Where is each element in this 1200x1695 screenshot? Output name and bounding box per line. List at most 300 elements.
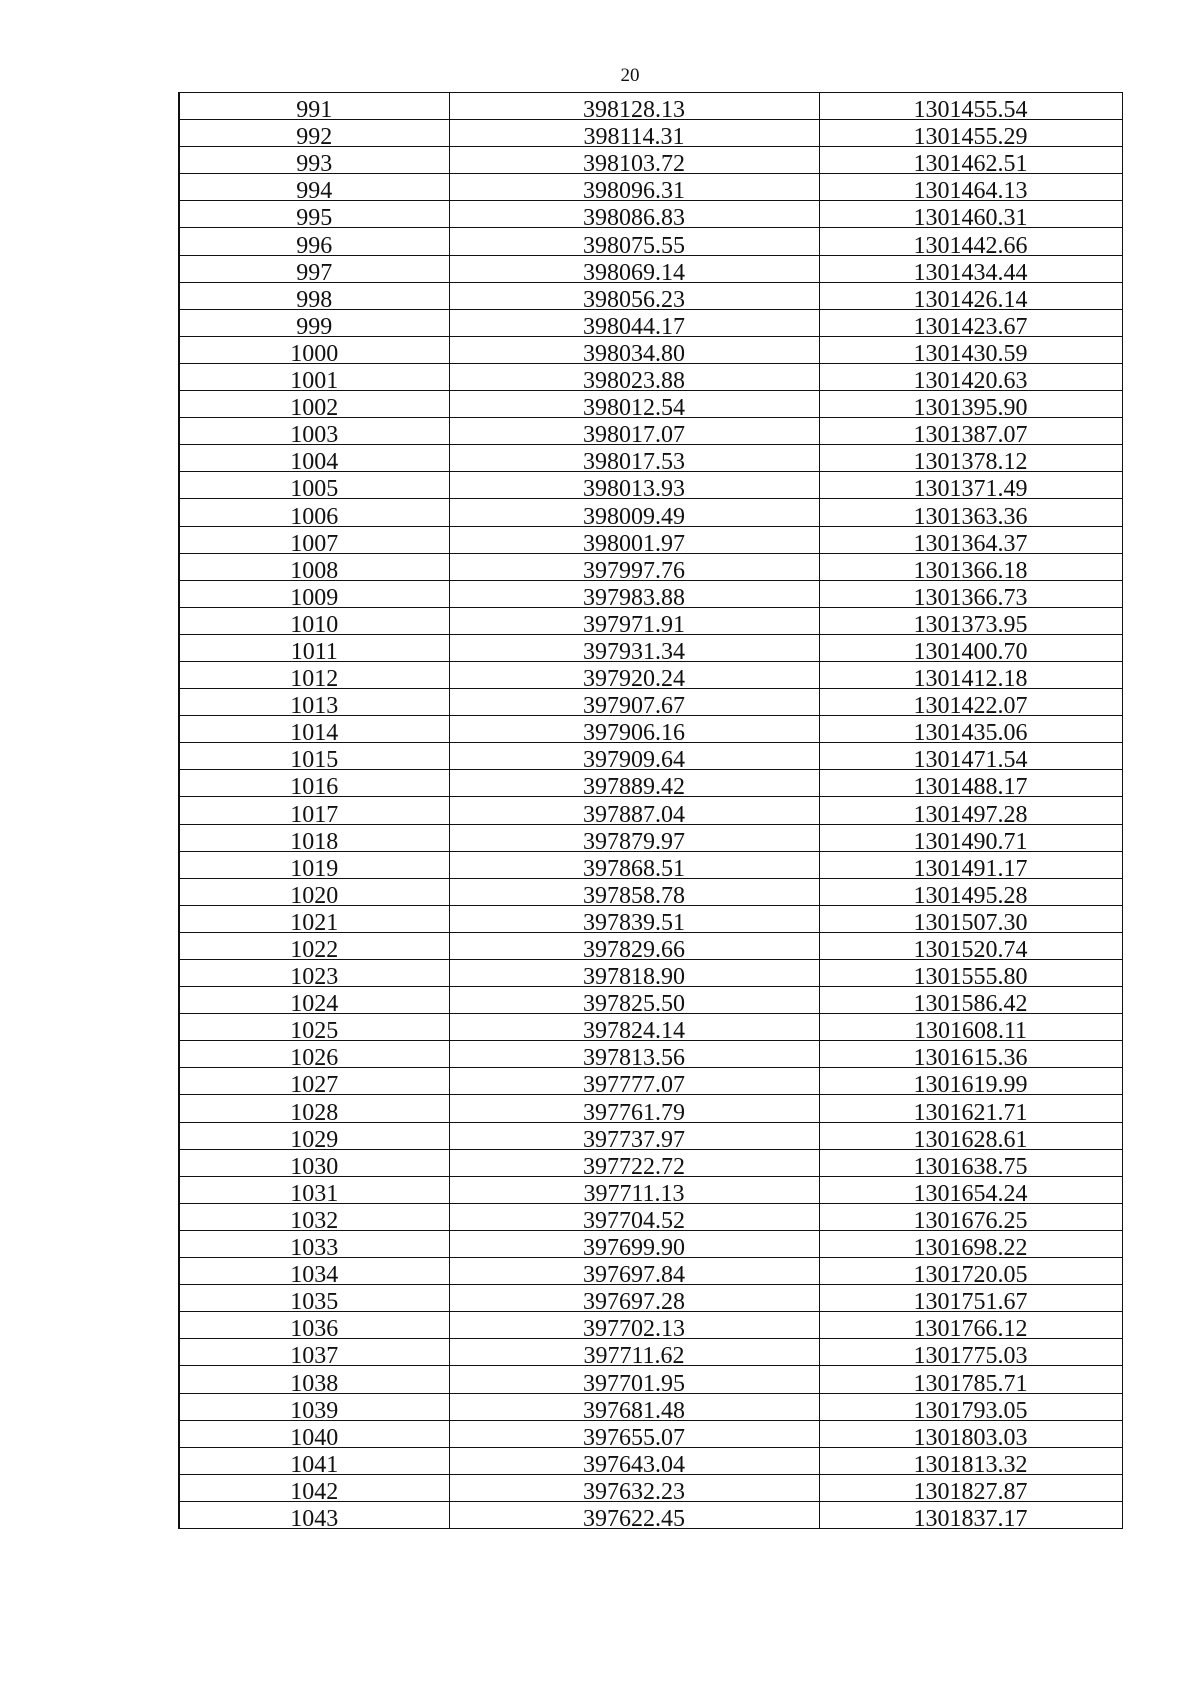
- y-coordinate-cell: [819, 1447, 1122, 1474]
- y-coordinate-cell: [819, 1122, 1122, 1149]
- x-coordinate-cell: [449, 932, 819, 959]
- y-coordinate-text: 1301638.75: [913, 1153, 1028, 1177]
- point-number-text: 1005: [290, 476, 339, 499]
- x-coordinate-cell: [449, 553, 819, 580]
- point-number-text: 1002: [290, 395, 339, 418]
- x-coordinate-cell: [449, 634, 819, 661]
- y-coordinate-cell: [819, 1501, 1122, 1528]
- table-row: [179, 526, 1122, 553]
- point-number-cell: [179, 1258, 449, 1285]
- y-coordinate-cell: [819, 201, 1122, 228]
- y-coordinate-text: 1301412.18: [913, 666, 1028, 689]
- point-number-cell: [179, 607, 449, 634]
- y-coordinate-text: 1301471.54: [913, 747, 1028, 770]
- point-number-text: 1009: [290, 584, 339, 608]
- point-number-cell: [179, 1230, 449, 1257]
- x-coordinate-cell: [449, 418, 819, 445]
- y-coordinate-cell: [819, 255, 1122, 282]
- x-coordinate-cell: [449, 499, 819, 526]
- x-coordinate-text: 397825.50: [583, 991, 685, 1014]
- y-coordinate-text: 1301442.66: [913, 232, 1028, 256]
- y-coordinate-cell: [819, 716, 1122, 743]
- table-row: [179, 580, 1122, 607]
- point-number-text: 1038: [290, 1370, 339, 1393]
- x-coordinate-cell: [449, 1339, 819, 1366]
- point-number-cell: [179, 201, 449, 228]
- point-number-text: 1030: [290, 1153, 339, 1177]
- table-row: [179, 1230, 1122, 1257]
- y-coordinate-cell: [819, 1014, 1122, 1041]
- point-number-text: 1039: [290, 1397, 339, 1421]
- y-coordinate-cell: [819, 499, 1122, 526]
- x-coordinate-cell: [449, 1068, 819, 1095]
- point-number-cell: [179, 1366, 449, 1393]
- point-number-text: 1016: [290, 774, 339, 797]
- table-row: [179, 1068, 1122, 1095]
- x-coordinate-text: 397907.67: [583, 693, 685, 716]
- point-number-cell: [179, 878, 449, 905]
- x-coordinate-text: 397829.66: [583, 937, 685, 960]
- x-coordinate-text: 397761.79: [583, 1099, 685, 1123]
- x-coordinate-text: 397920.24: [583, 666, 685, 689]
- y-coordinate-cell: [819, 228, 1122, 255]
- x-coordinate-cell: [449, 228, 819, 255]
- y-coordinate-cell: [819, 120, 1122, 147]
- y-coordinate-text: 1301497.28: [913, 801, 1028, 825]
- point-number-text: 1018: [290, 828, 339, 852]
- point-number-text: 996: [296, 232, 333, 256]
- point-number-text: 1028: [290, 1099, 339, 1123]
- y-coordinate-cell: [819, 472, 1122, 499]
- x-coordinate-text: 397701.95: [583, 1370, 685, 1393]
- y-coordinate-text: 1301751.67: [913, 1289, 1028, 1312]
- point-number-text: 1008: [290, 557, 339, 581]
- y-coordinate-text: 1301422.07: [913, 693, 1028, 716]
- y-coordinate-cell: [819, 770, 1122, 797]
- x-coordinate-text: 397909.64: [583, 747, 685, 770]
- point-number-text: 1043: [290, 1505, 339, 1529]
- y-coordinate-text: 1301460.31: [913, 205, 1028, 228]
- x-coordinate-text: 397858.78: [583, 882, 685, 906]
- y-coordinate-cell: [819, 1149, 1122, 1176]
- y-coordinate-cell: [819, 336, 1122, 363]
- point-number-cell: [179, 1285, 449, 1312]
- point-number-text: 1022: [290, 937, 339, 960]
- point-number-cell: [179, 174, 449, 201]
- x-coordinate-text: 398103.72: [583, 151, 685, 174]
- x-coordinate-text: 397818.90: [583, 964, 685, 987]
- x-coordinate-text: 397722.72: [583, 1153, 685, 1177]
- x-coordinate-cell: [449, 770, 819, 797]
- y-coordinate-cell: [819, 960, 1122, 987]
- point-number-cell: [179, 1068, 449, 1095]
- y-coordinate-text: 1301785.71: [913, 1370, 1028, 1393]
- point-number-text: 1032: [290, 1207, 339, 1231]
- table-row: [179, 255, 1122, 282]
- point-number-text: 1037: [290, 1343, 339, 1366]
- y-coordinate-text: 1301363.36: [913, 503, 1028, 526]
- table-row: [179, 1203, 1122, 1230]
- x-coordinate-text: 398017.07: [583, 422, 685, 445]
- y-coordinate-cell: [819, 878, 1122, 905]
- point-number-text: 1024: [290, 991, 339, 1014]
- point-number-text: 1014: [290, 720, 339, 743]
- x-coordinate-text: 398096.31: [583, 178, 685, 201]
- table-row: [179, 1041, 1122, 1068]
- table-row: [179, 1176, 1122, 1203]
- y-coordinate-text: 1301586.42: [913, 991, 1028, 1014]
- x-coordinate-cell: [449, 1258, 819, 1285]
- point-number-text: 1004: [290, 449, 339, 472]
- x-coordinate-cell: [449, 1501, 819, 1528]
- x-coordinate-text: 398009.49: [583, 503, 685, 526]
- table-row: [179, 851, 1122, 878]
- x-coordinate-text: 397813.56: [583, 1045, 685, 1068]
- table-row: [179, 960, 1122, 987]
- y-coordinate-cell: [819, 1203, 1122, 1230]
- point-number-text: 994: [296, 178, 333, 201]
- point-number-text: 1017: [290, 801, 339, 825]
- x-coordinate-text: 397777.07: [583, 1072, 685, 1095]
- point-number-text: 992: [296, 124, 333, 147]
- point-number-text: 1033: [290, 1235, 339, 1258]
- x-coordinate-text: 397699.90: [583, 1235, 685, 1258]
- x-coordinate-cell: [449, 987, 819, 1014]
- x-coordinate-text: 398013.93: [583, 476, 685, 499]
- y-coordinate-text: 1301491.17: [913, 855, 1028, 879]
- y-coordinate-cell: [819, 580, 1122, 607]
- x-coordinate-cell: [449, 743, 819, 770]
- point-number-text: 1035: [290, 1289, 339, 1312]
- y-coordinate-cell: [819, 607, 1122, 634]
- table-row: [179, 228, 1122, 255]
- table-row: [179, 1501, 1122, 1528]
- y-coordinate-cell: [819, 1420, 1122, 1447]
- table-row: [179, 282, 1122, 309]
- point-number-cell: [179, 824, 449, 851]
- table-row: [179, 905, 1122, 932]
- y-coordinate-text: 1301434.44: [913, 259, 1028, 283]
- point-number-cell: [179, 987, 449, 1014]
- x-coordinate-cell: [449, 1312, 819, 1339]
- x-coordinate-cell: [449, 607, 819, 634]
- point-number-cell: [179, 526, 449, 553]
- y-coordinate-text: 1301455.29: [913, 124, 1028, 147]
- table-row: [179, 1447, 1122, 1474]
- y-coordinate-cell: [819, 1095, 1122, 1122]
- x-coordinate-text: 398044.17: [583, 313, 685, 337]
- y-coordinate-text: 1301420.63: [913, 368, 1028, 391]
- x-coordinate-text: 398128.13: [583, 97, 685, 120]
- point-number-cell: [179, 418, 449, 445]
- y-coordinate-text: 1301803.03: [913, 1424, 1028, 1448]
- table-row: [179, 336, 1122, 363]
- point-number-cell: [179, 661, 449, 688]
- table-row: [179, 932, 1122, 959]
- y-coordinate-cell: [819, 1068, 1122, 1095]
- x-coordinate-cell: [449, 1041, 819, 1068]
- point-number-text: 1007: [290, 530, 339, 554]
- point-number-cell: [179, 1393, 449, 1420]
- point-number-text: 1006: [290, 503, 339, 526]
- x-coordinate-cell: [449, 905, 819, 932]
- y-coordinate-cell: [819, 1393, 1122, 1420]
- y-coordinate-text: 1301520.74: [913, 937, 1028, 960]
- x-coordinate-cell: [449, 445, 819, 472]
- table-row: [179, 93, 1122, 120]
- point-number-cell: [179, 147, 449, 174]
- point-number-cell: [179, 960, 449, 987]
- y-coordinate-text: 1301387.07: [913, 422, 1028, 445]
- point-number-text: 1036: [290, 1316, 339, 1339]
- x-coordinate-text: 397737.97: [583, 1126, 685, 1150]
- point-number-cell: [179, 1176, 449, 1203]
- y-coordinate-text: 1301490.71: [913, 828, 1028, 852]
- table-row: [179, 391, 1122, 418]
- x-coordinate-cell: [449, 309, 819, 336]
- point-number-text: 1010: [290, 611, 339, 635]
- x-coordinate-text: 397887.04: [583, 801, 685, 825]
- x-coordinate-text: 397697.28: [583, 1289, 685, 1312]
- point-number-text: 1042: [290, 1478, 339, 1502]
- x-coordinate-cell: [449, 472, 819, 499]
- point-number-cell: [179, 120, 449, 147]
- y-coordinate-text: 1301426.14: [913, 286, 1028, 310]
- point-number-text: 1021: [290, 909, 339, 933]
- point-number-cell: [179, 391, 449, 418]
- y-coordinate-text: 1301395.90: [913, 395, 1028, 418]
- point-number-cell: [179, 716, 449, 743]
- x-coordinate-cell: [449, 797, 819, 824]
- point-number-text: 1041: [290, 1451, 339, 1475]
- x-coordinate-text: 398012.54: [583, 395, 685, 418]
- point-number-cell: [179, 255, 449, 282]
- table-row: [179, 987, 1122, 1014]
- table-row: [179, 1366, 1122, 1393]
- table-row: [179, 553, 1122, 580]
- coordinates-table-body: [179, 93, 1122, 1529]
- x-coordinate-cell: [449, 1149, 819, 1176]
- point-number-text: 1011: [290, 638, 338, 662]
- x-coordinate-cell: [449, 851, 819, 878]
- y-coordinate-cell: [819, 363, 1122, 390]
- point-number-cell: [179, 1312, 449, 1339]
- y-coordinate-text: 1301400.70: [913, 638, 1028, 662]
- y-coordinate-text: 1301495.28: [913, 882, 1028, 906]
- point-number-text: 1034: [290, 1262, 339, 1285]
- x-coordinate-cell: [449, 1420, 819, 1447]
- x-coordinate-cell: [449, 255, 819, 282]
- y-coordinate-cell: [819, 93, 1122, 120]
- point-number-text: 997: [296, 259, 333, 283]
- point-number-cell: [179, 445, 449, 472]
- x-coordinate-text: 397997.76: [583, 557, 685, 581]
- x-coordinate-cell: [449, 526, 819, 553]
- table-row: [179, 661, 1122, 688]
- point-number-cell: [179, 770, 449, 797]
- y-coordinate-cell: [819, 445, 1122, 472]
- table-row: [179, 1474, 1122, 1501]
- table-row: [179, 607, 1122, 634]
- x-coordinate-cell: [449, 1095, 819, 1122]
- point-number-text: 1015: [290, 747, 339, 770]
- table-row: [179, 309, 1122, 336]
- x-coordinate-text: 397655.07: [583, 1424, 685, 1448]
- y-coordinate-text: 1301378.12: [913, 449, 1028, 472]
- y-coordinate-cell: [819, 553, 1122, 580]
- y-coordinate-text: 1301698.22: [913, 1235, 1028, 1258]
- point-number-cell: [179, 1149, 449, 1176]
- y-coordinate-text: 1301775.03: [913, 1343, 1028, 1366]
- point-number-cell: [179, 932, 449, 959]
- y-coordinate-cell: [819, 1258, 1122, 1285]
- point-number-cell: [179, 580, 449, 607]
- point-number-cell: [179, 228, 449, 255]
- point-number-text: 1027: [290, 1072, 339, 1095]
- point-number-text: 1029: [290, 1126, 339, 1150]
- x-coordinate-text: 397622.45: [583, 1505, 685, 1529]
- y-coordinate-text: 1301373.95: [913, 611, 1028, 635]
- x-coordinate-text: 397889.42: [583, 774, 685, 797]
- point-number-cell: [179, 363, 449, 390]
- x-coordinate-text: 398034.80: [583, 340, 685, 364]
- point-number-text: 1003: [290, 422, 339, 445]
- point-number-cell: [179, 1474, 449, 1501]
- x-coordinate-cell: [449, 824, 819, 851]
- x-coordinate-cell: [449, 661, 819, 688]
- y-coordinate-text: 1301608.11: [913, 1018, 1028, 1041]
- point-number-cell: [179, 1014, 449, 1041]
- y-coordinate-cell: [819, 147, 1122, 174]
- x-coordinate-cell: [449, 1230, 819, 1257]
- x-coordinate-text: 397681.48: [583, 1397, 685, 1421]
- point-number-cell: [179, 1095, 449, 1122]
- table-row: [179, 201, 1122, 228]
- point-number-cell: [179, 553, 449, 580]
- x-coordinate-text: 397971.91: [583, 611, 685, 635]
- point-number-text: 991: [296, 97, 333, 120]
- x-coordinate-text: 398001.97: [583, 530, 685, 554]
- x-coordinate-cell: [449, 1393, 819, 1420]
- point-number-cell: [179, 282, 449, 309]
- x-coordinate-cell: [449, 1366, 819, 1393]
- point-number-text: 1019: [290, 855, 339, 879]
- point-number-cell: [179, 1339, 449, 1366]
- y-coordinate-cell: [819, 634, 1122, 661]
- y-coordinate-cell: [819, 797, 1122, 824]
- point-number-cell: [179, 499, 449, 526]
- y-coordinate-text: 1301555.80: [913, 964, 1028, 987]
- x-coordinate-cell: [449, 1176, 819, 1203]
- x-coordinate-cell: [449, 960, 819, 987]
- point-number-cell: [179, 743, 449, 770]
- point-number-cell: [179, 1122, 449, 1149]
- table-row: [179, 147, 1122, 174]
- table-row: [179, 1014, 1122, 1041]
- y-coordinate-cell: [819, 1041, 1122, 1068]
- x-coordinate-text: 397983.88: [583, 584, 685, 608]
- x-coordinate-text: 397879.97: [583, 828, 685, 852]
- table-row: [179, 1258, 1122, 1285]
- y-coordinate-cell: [819, 1474, 1122, 1501]
- y-coordinate-cell: [819, 661, 1122, 688]
- x-coordinate-cell: [449, 1474, 819, 1501]
- x-coordinate-text: 398086.83: [583, 205, 685, 228]
- coordinates-table: [178, 92, 1123, 1529]
- point-number-cell: [179, 1420, 449, 1447]
- table-row: [179, 743, 1122, 770]
- x-coordinate-cell: [449, 93, 819, 120]
- table-row: [179, 878, 1122, 905]
- x-coordinate-text: 398023.88: [583, 368, 685, 391]
- table-row: [179, 363, 1122, 390]
- point-number-text: 995: [296, 205, 333, 228]
- table-row: [179, 499, 1122, 526]
- y-coordinate-cell: [819, 1285, 1122, 1312]
- x-coordinate-cell: [449, 689, 819, 716]
- y-coordinate-text: 1301455.54: [913, 97, 1028, 120]
- x-coordinate-cell: [449, 580, 819, 607]
- x-coordinate-cell: [449, 716, 819, 743]
- y-coordinate-text: 1301837.17: [913, 1505, 1028, 1529]
- table-row: [179, 120, 1122, 147]
- table-row: [179, 1285, 1122, 1312]
- x-coordinate-cell: [449, 336, 819, 363]
- point-number-text: 1040: [290, 1424, 339, 1448]
- x-coordinate-text: 397839.51: [583, 909, 685, 933]
- table-row: [179, 418, 1122, 445]
- y-coordinate-text: 1301654.24: [913, 1180, 1028, 1204]
- table-row: [179, 1393, 1122, 1420]
- y-coordinate-text: 1301676.25: [913, 1207, 1028, 1231]
- y-coordinate-text: 1301766.12: [913, 1316, 1028, 1339]
- y-coordinate-cell: [819, 851, 1122, 878]
- point-number-cell: [179, 634, 449, 661]
- table-row: [179, 472, 1122, 499]
- point-number-text: 1031: [290, 1180, 339, 1204]
- point-number-text: 993: [296, 151, 333, 174]
- y-coordinate-text: 1301462.51: [913, 151, 1028, 174]
- x-coordinate-text: 398075.55: [583, 232, 685, 256]
- y-coordinate-text: 1301464.13: [913, 178, 1028, 201]
- x-coordinate-cell: [449, 1447, 819, 1474]
- y-coordinate-cell: [819, 1339, 1122, 1366]
- y-coordinate-text: 1301488.17: [913, 774, 1028, 797]
- point-number-cell: [179, 1501, 449, 1528]
- y-coordinate-cell: [819, 309, 1122, 336]
- point-number-cell: [179, 1203, 449, 1230]
- table-row: [179, 1149, 1122, 1176]
- y-coordinate-text: 1301621.71: [913, 1099, 1028, 1123]
- x-coordinate-cell: [449, 174, 819, 201]
- x-coordinate-text: 397632.23: [583, 1478, 685, 1502]
- point-number-cell: [179, 93, 449, 120]
- table-row: [179, 716, 1122, 743]
- y-coordinate-text: 1301793.05: [913, 1397, 1028, 1421]
- y-coordinate-text: 1301430.59: [913, 340, 1028, 364]
- point-number-cell: [179, 472, 449, 499]
- y-coordinate-cell: [819, 987, 1122, 1014]
- table-row: [179, 797, 1122, 824]
- point-number-cell: [179, 905, 449, 932]
- x-coordinate-text: 397931.34: [583, 638, 685, 662]
- y-coordinate-cell: [819, 932, 1122, 959]
- table-row: [179, 1339, 1122, 1366]
- y-coordinate-text: 1301423.67: [913, 313, 1028, 337]
- table-row: [179, 1122, 1122, 1149]
- point-number-cell: [179, 336, 449, 363]
- y-coordinate-cell: [819, 824, 1122, 851]
